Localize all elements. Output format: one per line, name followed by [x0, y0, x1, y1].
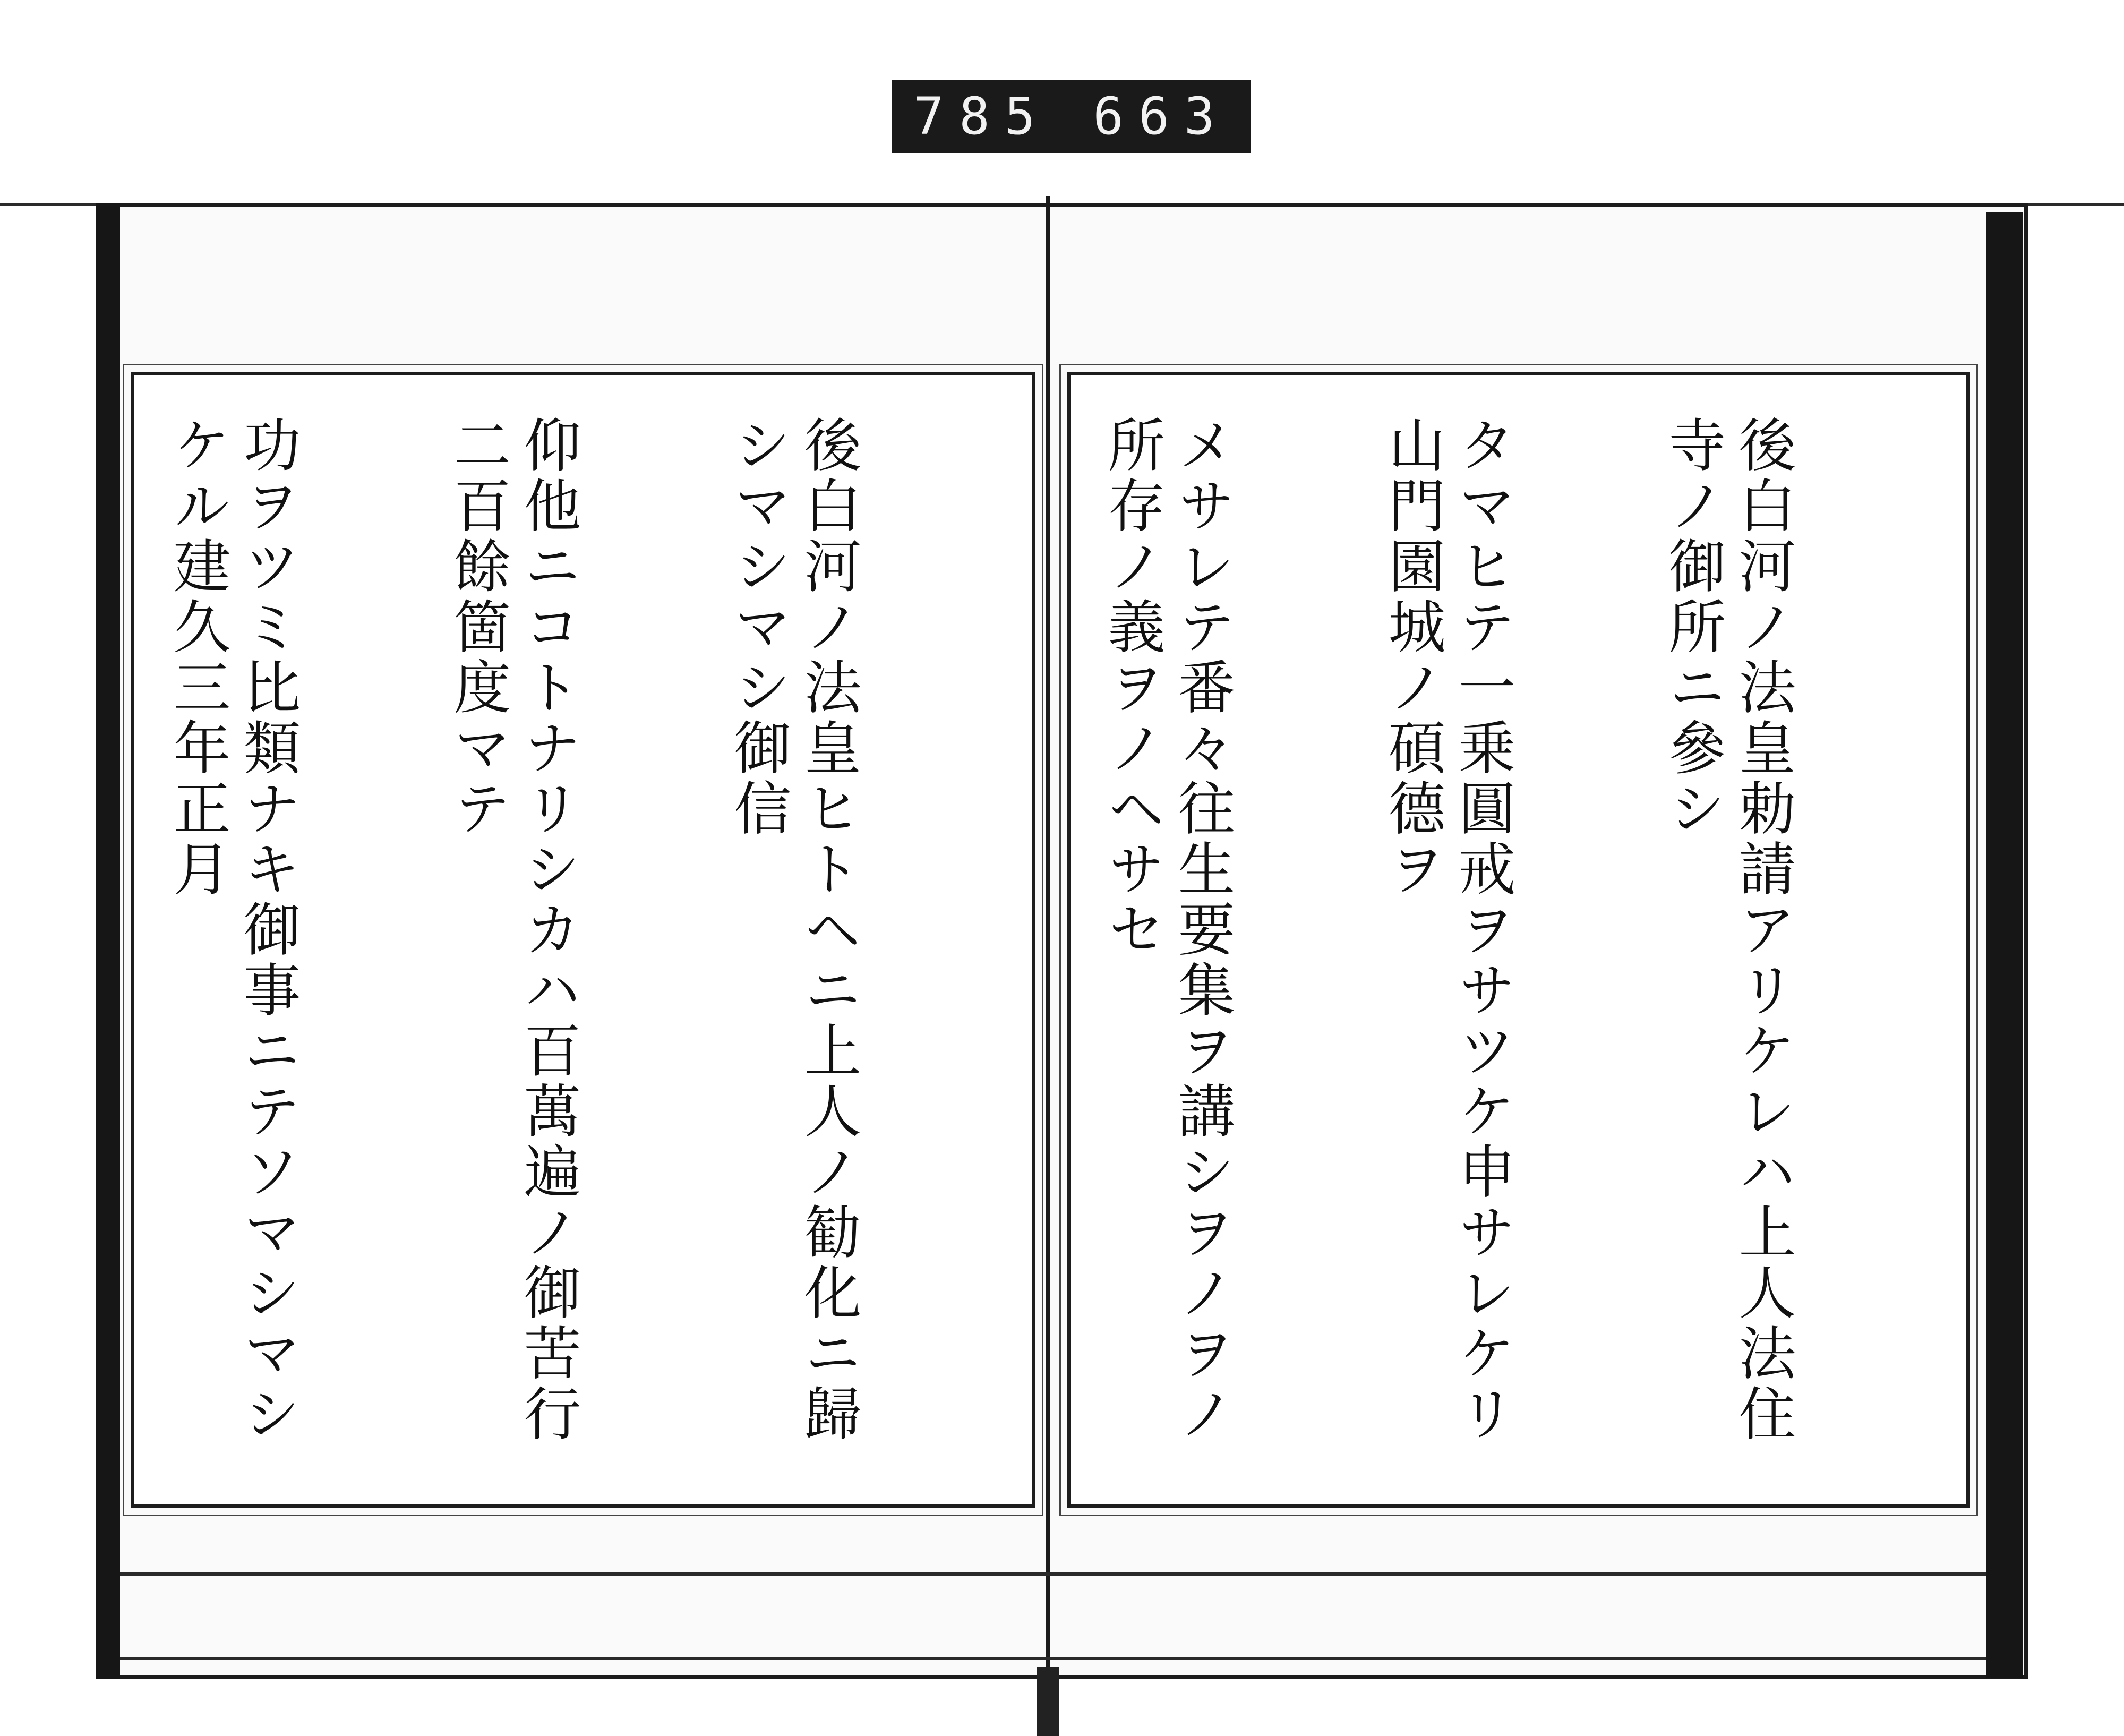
label-left-number: 785 — [913, 87, 1050, 146]
spine-tail — [1037, 1667, 1059, 1736]
text-column: 後白河ノ法皇勅請アリケレハ上人法住寺ノ御所ニ參シ — [1659, 415, 1795, 1444]
text-column: メサレテ番々往生要集ヲ講シヲノヲノ所存ノ義ヲノヘサセ — [1098, 415, 1235, 1444]
text-column: 功ヲツミ比類ナキ御事ニテソマシマシケル建久三年正月 — [164, 415, 300, 1444]
right-page-text — [1092, 415, 1937, 1483]
book-right-edge — [1986, 212, 2023, 1678]
catalog-label — [892, 80, 1251, 153]
label-right-number: 663 — [1093, 87, 1230, 146]
book-left-edge — [96, 203, 120, 1679]
bottom-band — [120, 1572, 1986, 1576]
bottom-band-lower — [120, 1657, 1986, 1660]
left-page-text — [156, 415, 1003, 1483]
text-column: 後白河ノ法皇ヒトヘニ上人ノ勧化ニ歸シマシマシ御信 — [724, 415, 861, 1444]
left-page — [131, 372, 1035, 1508]
text-column: タマヒテ一乗圓戒ヲサツケ申サレケリ山門園城ノ碩德ヲ — [1378, 415, 1515, 1444]
book-spine — [1046, 196, 1050, 1736]
text-column: 仰他ニコトナリシカハ百萬遍ノ御苦行二百餘箇度マテ — [444, 415, 580, 1444]
right-page — [1067, 372, 1970, 1508]
